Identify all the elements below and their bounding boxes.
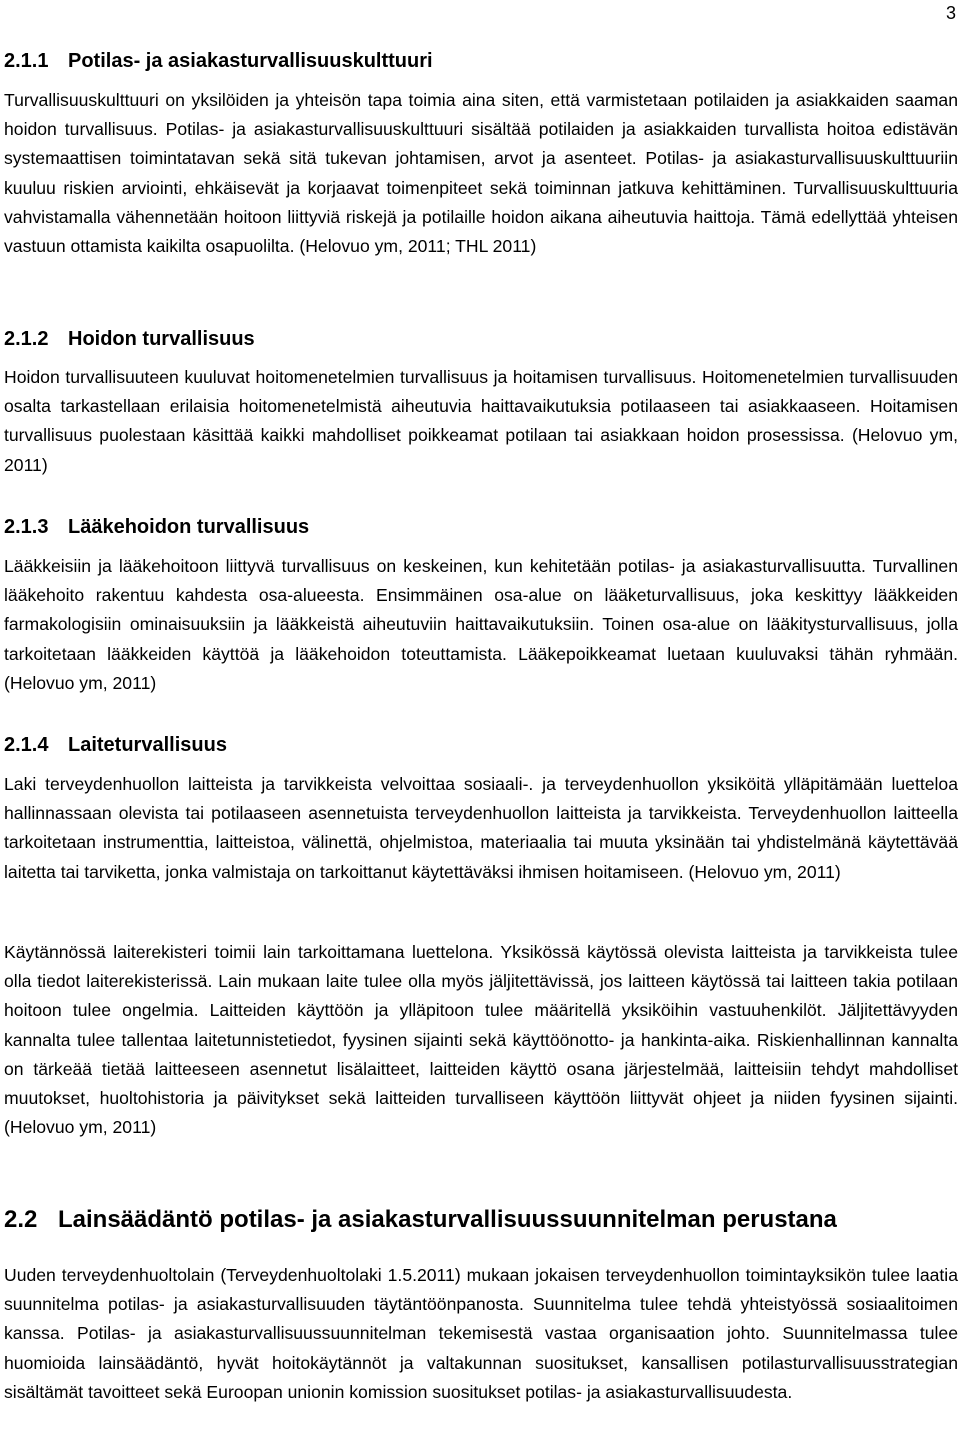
section-number: 2.1.3 bbox=[4, 516, 49, 538]
section-number: 2.1.4 bbox=[4, 734, 49, 756]
section-number: 2.2 bbox=[4, 1206, 38, 1233]
body-paragraph: Käytännössä laiterekisteri toimii lain tarkoittamana luettelona. Yksikössä käytössä olevista laitteista ja tarvikkeista tulee olla tiedot laiterekisterissä. Lain mukaan laite tulee olla myös jäljitettävissä, jos laitteen käytössä tai laitteen takia potilaan hoitoon tulee ongelmia. Laitteiden käyttöön ja ylläpitoon tulee määritellä yksiköihin vastuuhenkilöt. Jäljitettävyyden kannalta tulee tallentaa laitetunnistetiedot, fyysinen sijainti sekä käyttöönotto- ja hankinta-aika. Riskienhallinnan kannalta on tärkeää tietää laitteeseen asennetut lisälaitteet, laitteiden käyttö osana järjestelmää, laitteisiin tehdyt mahdolliset muutokset, huoltohistoria ja päivitykset sekä laitteiden turvalliseen käyttöön liittyvät ohjeet ja niiden fyysinen sijainti. (Helovuo ym, 2011) bbox=[4, 942, 958, 1138]
body-paragraph: Uuden terveydenhuoltolain (Terveydenhuoltolaki 1.5.2011) mukaan jokaisen terveydenhuollon toimintayksikön tulee laatia suunnitelma potilas- ja asiakasturvallisuuden täytäntöönpanosta. Suunnitelma tulee tehdä yhteistyössä sosiaalitoimen kanssa. Potilas- ja asiakasturvallisuussuunnitelman tekemisestä vastaa organisaation johto. Suunnitelmassa tulee huomioida lainsäädäntö, hyvät hoitokäytännöt ja valtakunnan suositukset, kansallisen potilasturvallisuusstrategian sisältämät tavoitteet sekä Euroopan unionin komission suositukset potilas- ja asiakasturvallisuudesta. bbox=[4, 1265, 958, 1402]
section-number: 2.1.2 bbox=[4, 328, 49, 350]
section-heading bbox=[4, 514, 309, 540]
section-number: 2.1.1 bbox=[4, 50, 49, 72]
section-heading bbox=[4, 48, 433, 74]
section-title: Lääkehoidon turvallisuus bbox=[68, 516, 310, 538]
body-paragraph: Hoidon turvallisuuteen kuuluvat hoitomenetelmien turvallisuus ja hoitamisen turvallisuus. Hoitomenetelmien turvallisuuden osalta tarkastellaan erilaisia hoitomenetelmistä aiheutuvia haittavaikutuksia potilaaseen tai asiakkaaseen. Hoitamisen turvallisuus puolestaan käsittää kaikki mahdolliset poikkeamat potilaan tai asiakkaan hoidon prosessissa. (Helovuo ym, 2011) bbox=[4, 367, 958, 475]
body-paragraph: Turvallisuuskulttuuri on yksilöiden ja yhteisön tapa toimia aina siten, että varmistetaan potilaiden ja asiakkaiden saaman hoidon turvallisuus. Potilas- ja asiakasturvallisuuskulttuuri sisältää potilaiden ja asiakkaiden turvallista hoitoa edistävän systemaattisen toimintatavan sekä sitä tukevan johtamisen, arvot ja asenteet. Potilas- ja asiakasturvallisuuskulttuuriin kuuluu riskien arviointi, ehkäisevät ja korjaavat toimenpiteet sekä toiminnan jatkuva kehittäminen. Turvallisuuskulttuuria vahvistamalla vähennetään hoitoon liittyviä riskejä ja potilaille hoidon aikana aiheutuvia haittoja. Tämä edellyttää yhteisen vastuun ottamista kaikilta osapuolilta. (Helovuo ym, 2011; THL 2011) bbox=[4, 90, 958, 257]
section-title: Potilas- ja asiakasturvallisuuskulttuuri bbox=[68, 50, 433, 72]
body-paragraph: Laki terveydenhuollon laitteista ja tarvikkeista velvoittaa sosiaali-. ja terveydenhuollon yksiköitä ylläpitämään luetteloa hallinnassaan olevista tai potilaaseen asennetuista terveydenhuollon laitteista ja tarvikkeista. Terveydenhuollon laitteella tarkoitetaan instrumenttia, laitteistoa, välinettä, ohjelmistoa, materiaalia tai muuta yksinään tai yhdistelmänä käytettävää laitetta tai tarviketta, jonka valmistaja on tarkoittanut käytettäväksi ihmisen hoitamiseen. (Helovuo ym, 2011) bbox=[4, 774, 958, 882]
section-title: Laiteturvallisuus bbox=[68, 734, 227, 756]
body-paragraph: Lääkkeisiin ja lääkehoitoon liittyvä turvallisuus on keskeinen, kun kehitetään potilas- ja asiakasturvallisuutta. Turvallinen lääkehoito rakentuu kahdesta osa-alueesta. Ensimmäinen osa-alue on lääketurvallisuus, joka keskittyy lääkkeiden farmakologisiin ominaisuuksiin ja lääkkeistä aiheutuviin haittavaikutuksiin. Toinen osa-alue on lääkitysturvallisuus, jolla tarkoitetaan lääkkeiden käyttöä ja lääkehoidon toteuttamista. Lääkepoikkeamat luetaan kuuluvaksi tähän ryhmään. (Helovuo ym, 2011) bbox=[4, 556, 958, 693]
section-title: Hoidon turvallisuus bbox=[68, 328, 255, 350]
section-heading bbox=[4, 732, 227, 758]
section-title: Lainsäädäntö potilas- ja asiakasturvallisuussuunnitelman perustana bbox=[58, 1206, 837, 1233]
section-heading bbox=[4, 326, 255, 352]
page-number: 3 bbox=[945, 3, 956, 23]
chapter-heading bbox=[4, 1205, 837, 1235]
